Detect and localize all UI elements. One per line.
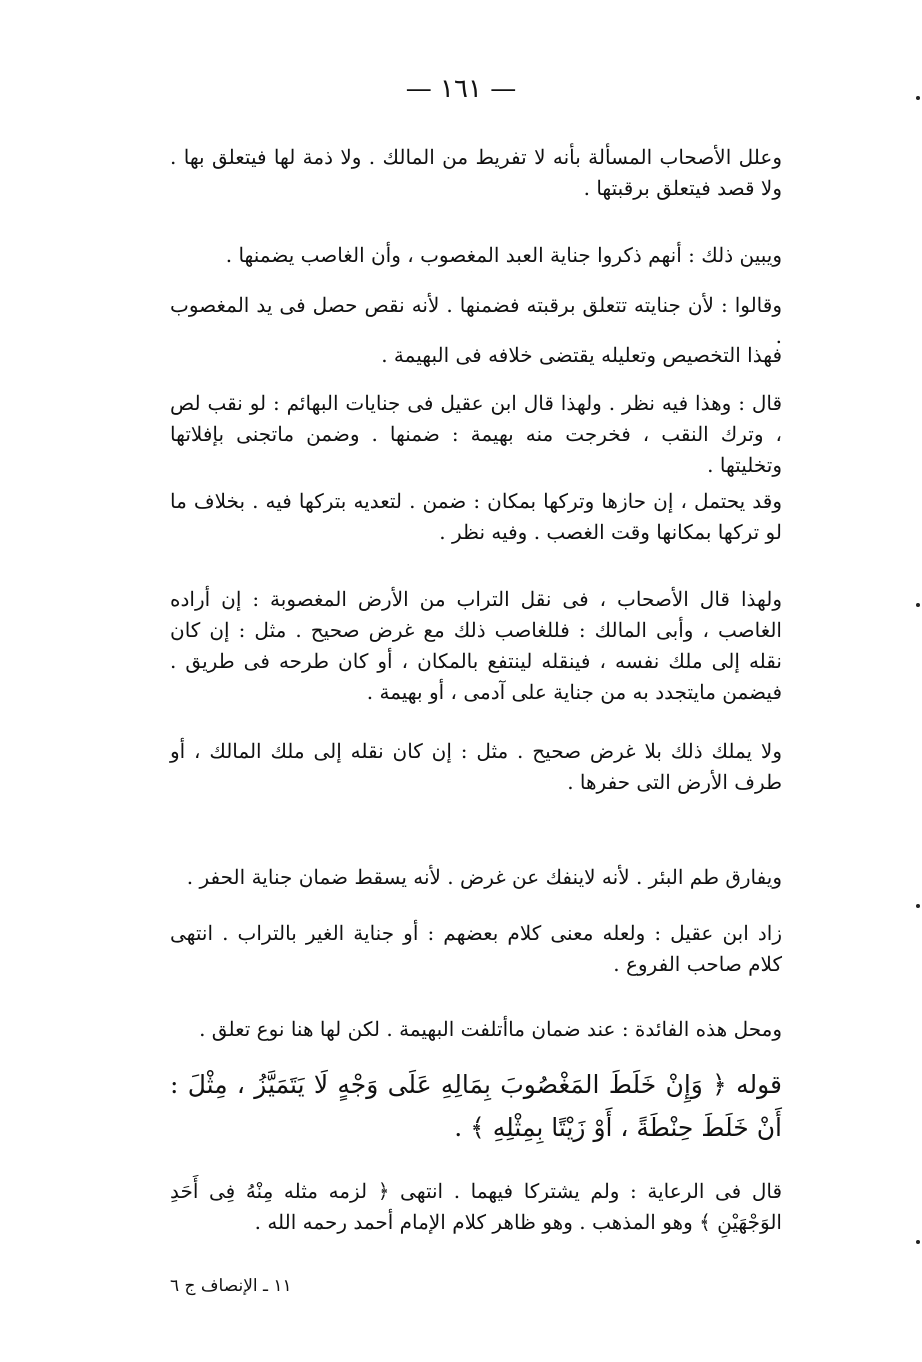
paragraph: قال فى الرعاية : ولم يشتركا فيهما . انتهى ﴿ لزمه مثله مِنْهُ فِى أَحَدِ الوَجْهَيْنِ ﴾ وهو المذهب . وهو ظاهر كلام الإمام أحمد رحمه الله .: [170, 1179, 782, 1234]
paragraph: وعلل الأصحاب المسألة بأنه لا تفريط من المالك . ولا ذمة لها فيتعلق بها . ولا قصد فيتعلق برقبتها .: [170, 145, 782, 200]
paragraph: ومحل هذه الفائدة : عند ضمان ماأتلفت البهيمة . لكن لها هنا نوع تعلق .: [199, 1017, 782, 1041]
scan-dot: [916, 96, 920, 100]
paragraph: وقد يحتمل ، إن حازها وتركها بمكان : ضمن . لتعديه بتركها فيه . بخلاف ما لو تركها بمكانها وقت الغصب . وفيه نظر .: [170, 489, 782, 544]
paragraph: ويبين ذلك : أنهم ذكروا جناية العبد المغصوب ، وأن الغاصب يضمنها .: [225, 243, 782, 267]
quoted-text-paragraph: قوله ﴿ وَإِنْ خَلَطَ المَغْصُوبَ بِمَالِهِ عَلَى وَجْهٍ لَا يَتَمَيَّزُ ، مِثْلَ : أَنْ خَلَطَ حِنْطَةً ، أَوْ زَيْتًا بِمِثْلِهِ ﴾ .: [170, 1070, 782, 1142]
paragraph: ولا يملك ذلك بلا غرض صحيح . مثل : إن كان نقله إلى ملك المالك ، أو طرف الأرض التى حفرها .: [170, 739, 782, 794]
paragraph: قال : وهذا فيه نظر . ولهذا قال ابن عقيل فى جنايات البهائم : لو نقب لص ، وترك النقب ، فخرجت منه بهيمة : ضمنها . وضمن ماتجنى بإفلاتها وتخليتها .: [170, 391, 782, 477]
page-footer: ١١ ـ الإنصاف ج ٦: [170, 1276, 292, 1296]
scan-dot: [916, 904, 920, 908]
paragraph: فهذا التخصيص وتعليله يقتضى خلافه فى البهيمة .: [381, 343, 782, 367]
paragraph: ولهذا قال الأصحاب ، فى نقل التراب من الأرض المغصوبة : إن أراده الغاصب ، وأبى المالك : فللغاصب ذلك مع غرض صحيح . مثل : إن كان نقله إلى ملك نفسه ، فينقله لينتفع بالمكان ، أو كان طرحه فى طريق . فيضمن مايتجدد به من جناية على آدمى ، أو بهيمة .: [170, 587, 782, 704]
scan-dot: [916, 603, 920, 607]
paragraph: زاد ابن عقيل : ولعله معنى كلام بعضهم : أو جناية الغير بالتراب . انتهى كلام صاحب الفروع .: [170, 921, 782, 976]
page-number: — ١٦١ —: [405, 74, 517, 104]
paragraph: وقالوا : لأن جنايته تتعلق برقبته فضمنها . لأنه نقص حصل فى يد المغصوب .: [170, 293, 782, 348]
paragraph: ويفارق طم البئر . لأنه لاينفك عن غرض . لأنه يسقط ضمان جناية الحفر .: [186, 865, 782, 889]
scan-dot: [916, 1240, 920, 1244]
